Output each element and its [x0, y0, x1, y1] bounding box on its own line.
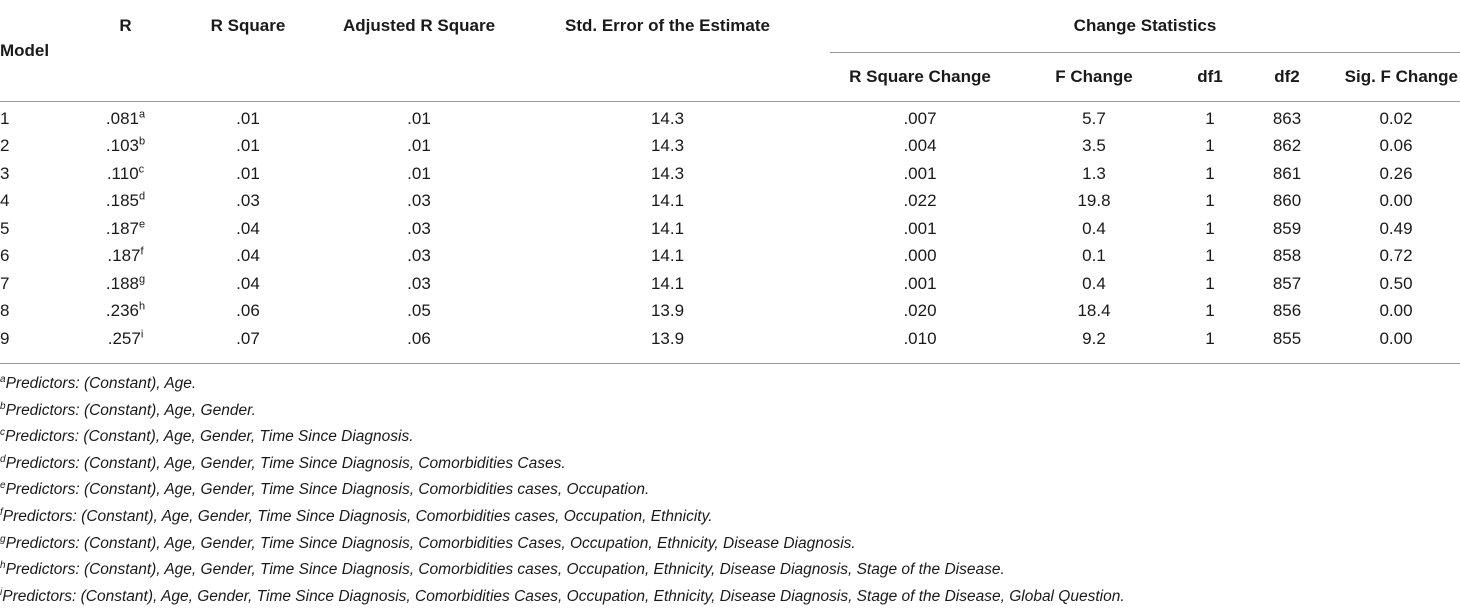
footnote-marker: g — [138, 273, 146, 286]
cell-r-square-change: .007 — [903, 108, 937, 128]
table-row — [0, 298, 1460, 326]
r-value: .081 — [105, 108, 139, 128]
cell-f-change: 0.1 — [1082, 246, 1106, 266]
cell-df2: 857 — [1272, 273, 1302, 293]
table-row — [0, 270, 1460, 298]
cell-std-error: 13.9 — [650, 301, 685, 321]
footnote-mark: f — [0, 506, 3, 518]
cell-sig-f-change: 0.49 — [1379, 218, 1413, 238]
header-change-statistics: Change Statistics — [830, 0, 1460, 53]
cell-adjusted-r-square: .03 — [407, 246, 431, 266]
cell-r-square: .06 — [236, 301, 260, 321]
cell-sig-f-change: 0.26 — [1379, 163, 1413, 183]
cell-r-square: .07 — [236, 328, 260, 348]
footnote-mark: e — [0, 480, 6, 492]
cell-r-square: .03 — [236, 191, 260, 211]
r-value: .187 — [105, 218, 139, 238]
footnote-marker: h — [138, 300, 146, 313]
footnote-text: Predictors: (Constant), Age, Gender, Time Since Diagnosis, Comorbidities cases, Occupation, Ethnicity. — [2, 507, 713, 525]
cell-adjusted-r-square: .01 — [407, 163, 431, 183]
cell-sig-f-change: 0.50 — [1379, 273, 1413, 293]
footnote-text: Predictors: (Constant), Age, Gender, Time Since Diagnosis, Comorbidities cases, Occupation. — [5, 481, 650, 499]
table-row — [0, 325, 1460, 353]
footnote-text: Predictors: (Constant), Age, Gender. — [5, 401, 256, 419]
header-model: Model — [0, 0, 88, 102]
footnote-text: Predictors: (Constant), Age, Gender, Time Since Diagnosis, Comorbidities Cases, Occupation, Ethnicity, Disease Diagnosis, Stage of the Disease, Global Question. — [2, 587, 1125, 605]
cell-adjusted-r-square: .01 — [407, 108, 431, 128]
cell-sig-f-change: 0.00 — [1379, 191, 1413, 211]
footnote-text: Predictors: (Constant), Age, Gender, Time Since Diagnosis. — [5, 428, 414, 446]
cell-r-square-change: .000 — [903, 246, 937, 266]
footnote-marker: e — [138, 218, 146, 231]
cell-r — [88, 105, 163, 133]
footnote-mark: b — [0, 400, 6, 412]
cell-std-error: 14.1 — [650, 218, 685, 238]
cell-f-change: 5.7 — [1082, 108, 1106, 128]
r-value: .187 — [107, 246, 141, 266]
table-body — [0, 102, 1460, 364]
cell-std-error: 14.1 — [650, 273, 685, 293]
footnote-mark: c — [0, 427, 5, 439]
footnote — [0, 451, 1460, 478]
cell-r-square: .04 — [236, 273, 260, 293]
header-std-error: Std. Error of the Estimate — [505, 0, 830, 102]
footnote — [0, 371, 1460, 398]
cell-r — [88, 215, 163, 243]
cell-r-square-change: .020 — [903, 301, 937, 321]
footnote-mark: a — [0, 373, 6, 385]
cell-r — [88, 160, 163, 188]
cell-adjusted-r-square: .03 — [407, 273, 431, 293]
cell-r — [88, 298, 163, 326]
cell-df2: 862 — [1272, 136, 1302, 156]
cell-r — [88, 133, 163, 161]
cell-model: 7 — [0, 273, 10, 293]
table-row — [0, 243, 1460, 271]
header-adjusted-r-square: Adjusted R Square — [333, 0, 505, 102]
cell-r-square-change: .010 — [903, 328, 937, 348]
cell-r — [88, 188, 163, 216]
header-r: R — [88, 0, 163, 102]
cell-df1: 1 — [1205, 136, 1215, 156]
cell-r-square-change: .004 — [903, 136, 937, 156]
cell-df1: 1 — [1205, 328, 1215, 348]
cell-f-change: 9.2 — [1082, 328, 1106, 348]
cell-std-error: 14.3 — [650, 163, 685, 183]
cell-model: 4 — [0, 191, 10, 211]
cell-r-square: .01 — [236, 163, 260, 183]
cell-r — [88, 243, 163, 271]
cell-sig-f-change: 0.00 — [1379, 328, 1413, 348]
cell-adjusted-r-square: .05 — [407, 301, 431, 321]
cell-model: 6 — [0, 246, 10, 266]
cell-sig-f-change: 0.02 — [1379, 108, 1413, 128]
cell-std-error: 14.1 — [650, 246, 685, 266]
cell-df2: 858 — [1272, 246, 1302, 266]
cell-df2: 860 — [1272, 191, 1302, 211]
cell-std-error: 14.3 — [650, 136, 685, 156]
cell-r — [88, 270, 163, 298]
cell-model: 3 — [0, 163, 10, 183]
header-f-change: F Change — [1010, 53, 1178, 102]
cell-f-change: 0.4 — [1082, 218, 1106, 238]
table-row — [0, 133, 1460, 161]
cell-adjusted-r-square: .06 — [407, 328, 431, 348]
cell-df1: 1 — [1205, 163, 1215, 183]
cell-r-square: .01 — [236, 136, 260, 156]
cell-r-square: .01 — [236, 108, 260, 128]
table-row — [0, 215, 1460, 243]
cell-r-square: .04 — [236, 218, 260, 238]
footnote-text: Predictors: (Constant), Age, Gender, Time Since Diagnosis, Comorbidities Cases, Occupation, Ethnicity, Disease Diagnosis. — [5, 534, 856, 552]
header-df2: df2 — [1242, 53, 1332, 102]
cell-model: 9 — [0, 328, 10, 348]
cell-df2: 861 — [1272, 163, 1302, 183]
cell-df2: 863 — [1272, 108, 1302, 128]
footnote-mark: h — [0, 560, 6, 571]
cell-std-error: 13.9 — [650, 328, 685, 348]
cell-sig-f-change: 0.00 — [1379, 301, 1413, 321]
footnote-text: Predictors: (Constant), Age, Gender, Time Since Diagnosis, Comorbidities Cases. — [5, 454, 566, 472]
footnote-marker: i — [140, 328, 144, 341]
footnote-text: Predictors: (Constant), Age. — [5, 375, 197, 392]
cell-df1: 1 — [1205, 273, 1215, 293]
cell-sig-f-change: 0.72 — [1379, 246, 1413, 266]
footnote — [0, 424, 1460, 451]
r-value: .257 — [107, 328, 141, 348]
footnote-marker: c — [138, 163, 145, 176]
r-value: .188 — [105, 273, 139, 293]
r-value: .185 — [105, 191, 139, 211]
cell-model: 1 — [0, 108, 10, 128]
cell-f-change: 1.3 — [1082, 163, 1106, 183]
header-r-square: R Square — [163, 0, 333, 102]
cell-std-error: 14.1 — [650, 191, 685, 211]
footnotes — [0, 371, 1460, 610]
header-df1: df1 — [1178, 53, 1242, 102]
cell-r — [88, 325, 163, 353]
cell-df1: 1 — [1205, 246, 1215, 266]
cell-r-square-change: .022 — [903, 191, 937, 211]
footnote-text: Predictors: (Constant), Age, Gender, Time Since Diagnosis, Comorbidities cases, Occupation, Ethnicity, Disease Diagnosis, Stage of the Disease. — [5, 561, 1005, 579]
r-value: .110 — [106, 163, 139, 183]
footnote — [0, 504, 1460, 531]
cell-f-change: 3.5 — [1082, 136, 1106, 156]
cell-f-change: 18.4 — [1077, 301, 1111, 321]
header-r-square-change: R Square Change — [830, 53, 1010, 102]
cell-model: 8 — [0, 301, 10, 321]
cell-adjusted-r-square: .01 — [407, 136, 431, 156]
cell-sig-f-change: 0.06 — [1379, 136, 1413, 156]
cell-f-change: 0.4 — [1082, 273, 1106, 293]
footnote — [0, 531, 1460, 558]
cell-r-square-change: .001 — [903, 163, 937, 183]
footnote — [0, 557, 1460, 584]
table-row — [0, 105, 1460, 133]
footnote — [0, 584, 1460, 610]
cell-r-square-change: .001 — [903, 218, 937, 238]
footnote-marker: d — [138, 190, 146, 203]
r-value: .103 — [105, 136, 139, 156]
cell-df2: 855 — [1272, 328, 1302, 348]
cell-r-square-change: .001 — [903, 273, 937, 293]
footnote-marker: a — [138, 108, 146, 121]
footnote-mark: i — [0, 586, 3, 598]
table-row — [0, 160, 1460, 188]
cell-df2: 859 — [1272, 218, 1302, 238]
cell-df2: 856 — [1272, 301, 1302, 321]
cell-df1: 1 — [1205, 218, 1215, 238]
cell-r-square: .04 — [236, 246, 260, 266]
cell-model: 5 — [0, 218, 10, 238]
table-row — [0, 188, 1460, 216]
cell-adjusted-r-square: .03 — [407, 218, 431, 238]
cell-f-change: 19.8 — [1077, 191, 1111, 211]
r-value: .236 — [105, 301, 139, 321]
cell-df1: 1 — [1205, 301, 1215, 321]
cell-std-error: 14.3 — [650, 108, 685, 128]
footnote — [0, 398, 1460, 425]
footnote-mark: d — [0, 453, 6, 465]
cell-df1: 1 — [1205, 108, 1215, 128]
cell-adjusted-r-square: .03 — [407, 191, 431, 211]
cell-df1: 1 — [1205, 191, 1215, 211]
footnote-mark: g — [0, 533, 6, 545]
header-sig-f-change: Sig. F Change — [1332, 53, 1460, 102]
footnote — [0, 477, 1460, 504]
cell-model: 2 — [0, 136, 10, 156]
footnote-marker: f — [140, 245, 144, 258]
footnote-marker: b — [138, 135, 146, 148]
